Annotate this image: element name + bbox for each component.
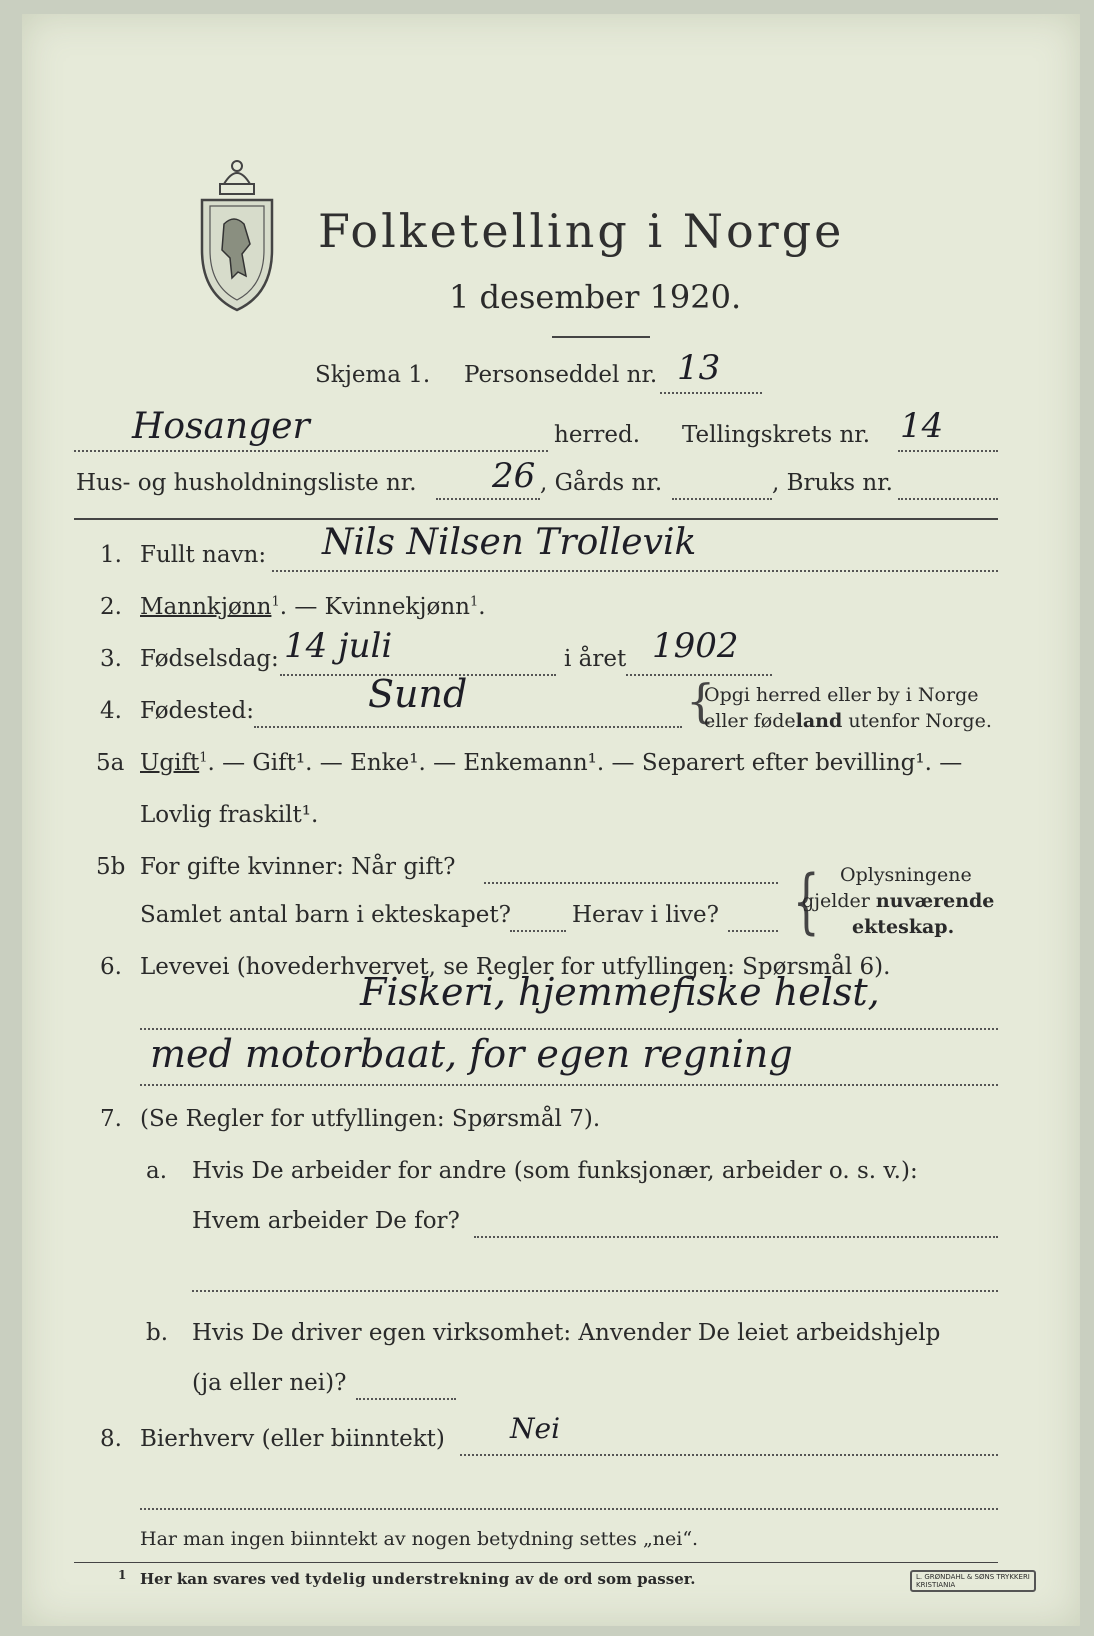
q4-note-a: eller føde: [704, 710, 796, 732]
q3-year-label: i året: [564, 646, 627, 672]
tellingskrets-label: Tellingskrets nr.: [682, 422, 871, 448]
q4-note-line1: Opgi herred eller by i Norge: [704, 684, 979, 706]
q4-note-c: utenfor Norge.: [842, 710, 992, 732]
q8-line: [460, 1454, 998, 1456]
q6-line1: [140, 1028, 998, 1030]
q3-number: 3.: [100, 646, 122, 672]
birth-year-value: 1902: [652, 626, 739, 666]
q7b-line1: Hvis De driver egen virksomhet: Anvender De leiet arbeidshjelp: [192, 1320, 941, 1346]
q5a-sup: 1: [199, 750, 208, 766]
footnote-text: [140, 1570, 695, 1588]
q5b-married-line: [484, 882, 778, 884]
q5b-line2b: Herav i live?: [572, 902, 719, 928]
hus-value: 26: [492, 456, 536, 496]
birthday-value: 14 juli: [284, 626, 393, 666]
q2-separator: . —: [279, 594, 325, 620]
q5b-note1: Oplysningene: [840, 864, 972, 886]
header-divider: [74, 518, 998, 520]
q5a-line2: Lovlig fraskilt¹.: [140, 802, 319, 828]
q1-number: 1.: [100, 542, 122, 568]
herred-value: Hosanger: [132, 406, 310, 447]
q5b-line1: For gifte kvinner: Når gift?: [140, 854, 456, 880]
q5b-alive-line: [728, 930, 778, 932]
q7a-number: a.: [146, 1158, 168, 1184]
q1-label: Fullt navn:: [140, 542, 267, 568]
q7a-extra-line: [192, 1290, 998, 1292]
q2-sup2: 1: [469, 594, 479, 610]
side-income-value: Nei: [510, 1412, 561, 1445]
bruks-label: , Bruks nr.: [772, 470, 893, 496]
q5b-note3: ekteskap.: [852, 916, 955, 938]
q1-line: [272, 570, 998, 572]
stamp-line2: KRISTIANIA: [916, 1581, 956, 1589]
footnote-marker: 1: [118, 1568, 127, 1582]
q7b-answer-line: [356, 1398, 456, 1400]
q2-end: .: [478, 594, 486, 620]
q4-number: 4.: [100, 698, 122, 724]
q2-sup1: 1: [271, 594, 280, 610]
q4-brace: {: [686, 674, 716, 728]
herred-label: herred.: [554, 422, 641, 448]
q5b-number: 5b: [96, 854, 126, 880]
q8-label: Bierhverv (eller biinntekt): [140, 1426, 445, 1452]
q5b-note2-b: nuværende: [875, 890, 995, 912]
mannkjonn-option: Mannkjønn: [140, 594, 272, 620]
skjema-label: Skjema 1.: [315, 362, 431, 388]
q5b-note2: [802, 890, 994, 912]
q8-number: 8.: [100, 1426, 122, 1452]
q5a-other-options: . — Gift¹. — Enke¹. — Enkemann¹. — Separert efter bevilling¹. —: [207, 750, 963, 776]
personseddel-line: [660, 392, 762, 394]
form-title: Folketelling i Norge: [318, 204, 845, 258]
q7a-employer-line: [474, 1236, 998, 1238]
occupation-value-line2: med motorbaat, for egen regning: [150, 1032, 793, 1076]
q8-note: Har man ingen biinntekt av nogen betydning settes „nei“.: [140, 1528, 699, 1550]
q5b-note2-a: gjelder: [802, 890, 876, 912]
q6-label: Levevei (hovederhvervet, se Regler for utfyllingen: Spørsmål 6).: [140, 954, 891, 980]
census-date: 1 desember 1920.: [449, 278, 742, 316]
q5a-marital-options: [140, 750, 962, 776]
tellingskrets-value: 14: [900, 406, 944, 446]
q4-note-line2: [704, 710, 992, 732]
census-form: [22, 14, 1080, 1626]
hus-line: [436, 498, 540, 500]
bruks-line: [898, 498, 998, 500]
title-rule: [552, 336, 650, 338]
q5b-line2a: Samlet antal barn i ekteskapet?: [140, 902, 511, 928]
q8-extra-line: [140, 1508, 998, 1510]
personseddel-value: 13: [677, 348, 721, 388]
coat-of-arms-icon: [194, 154, 280, 314]
footnote-text-a: Her kan svares ved: [140, 1570, 306, 1588]
q2-number: 2.: [100, 594, 122, 620]
q2-gender-options: [140, 594, 486, 620]
q6-number: 6.: [100, 954, 122, 980]
ugift-option: Ugift: [140, 750, 200, 776]
occupation-value-line1: Fiskeri, hjemmefiske helst,: [360, 970, 880, 1014]
q4-line: [254, 726, 682, 728]
q7-number: 7.: [100, 1106, 122, 1132]
birthplace-value: Sund: [368, 672, 468, 716]
q4-note-b: land: [795, 710, 843, 732]
q3-label: Fødselsdag:: [140, 646, 279, 672]
personseddel-label: Personseddel nr.: [464, 362, 658, 388]
q5b-children-line: [510, 930, 566, 932]
q7-label: (Se Regler for utfyllingen: Spørsmål 7).: [140, 1106, 601, 1132]
q7a-line1: Hvis De arbeider for andre (som funksjonær, arbeider o. s. v.):: [192, 1158, 918, 1184]
herred-line: [74, 450, 548, 452]
footer-divider: [74, 1562, 998, 1563]
q5a-number: 5a: [96, 750, 125, 776]
q4-label: Fødested:: [140, 698, 255, 724]
tellingskrets-line: [898, 450, 998, 452]
footnote-text-b: tydelig understrekning: [305, 1570, 510, 1588]
q7b-number: b.: [146, 1320, 169, 1346]
full-name-value: Nils Nilsen Trollevik: [322, 522, 697, 563]
kvinnekjonn-option: Kvinnekjønn: [324, 594, 470, 620]
q7b-line2: (ja eller nei)?: [192, 1370, 347, 1396]
gards-line: [672, 498, 772, 500]
printer-stamp: [910, 1570, 1036, 1592]
q5b-brace: {: [792, 860, 820, 942]
stamp-line1: L. GRØNDAHL & SØNS TRYKKERI: [916, 1573, 1030, 1581]
q7a-line2: Hvem arbeider De for?: [192, 1208, 460, 1234]
hus-label: Hus- og husholdningsliste nr.: [76, 470, 417, 496]
footnote-text-c: av de ord som passer.: [509, 1570, 696, 1588]
gards-label: , Gårds nr.: [540, 470, 663, 496]
q6-line2: [140, 1084, 998, 1086]
